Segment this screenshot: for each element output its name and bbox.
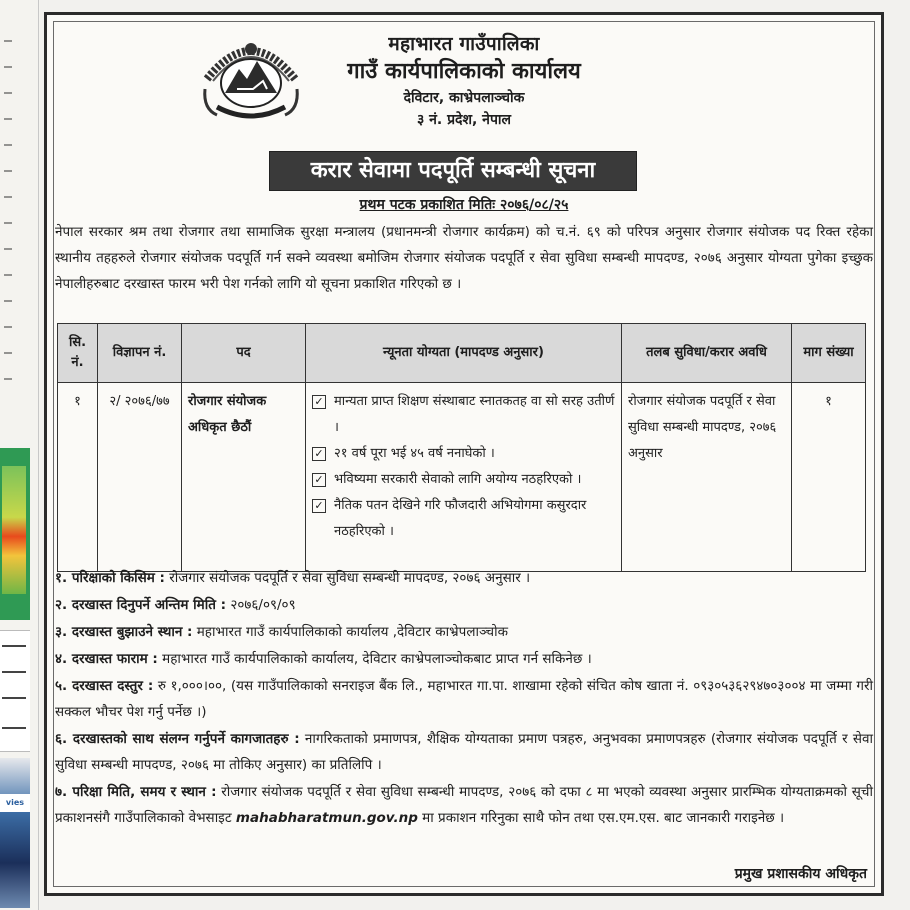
- checkbox-checked-icon: ✓: [312, 499, 326, 513]
- col-demand: माग संख्या: [792, 324, 866, 383]
- office-name: महाभारत गाउँपालिका: [388, 33, 540, 55]
- signature-title: प्रमुख प्रशासकीय अधिकृत: [734, 866, 867, 882]
- adjacent-ad-green: [0, 448, 30, 620]
- notice-title: करार सेवामा पदपूर्ति सम्बन्धी सूचना: [269, 151, 637, 191]
- intro-paragraph: नेपाल सरकार श्रम तथा रोजगार तथा सामाजिक सुरक्षा मन्त्रालय (प्रधानमन्त्री रोजगार कार्यक्रम) को च.नं. ६९ को परिपत्र अनुसार रोजगार संयोजक पद रिक्त रहेका स्थानीय तहहरुले रोजगार संयोजक पदपूर्ति गर्न सक्ने व्यवस्था बमोजिम रोजगार संयोजक पदपूर्ति र सेवा सुविधा सम्बन्धी मापदण्ड, २०७६ अनुसार योग्यता पुगेका इच्छुक नेपालीहरुबाट दरखास्त फारम भरी पेश गर्नको लागि यो सूचना प्रकाशित गरिएको छ ।: [55, 224, 873, 292]
- cell-ad-no: २/ २०७६/७७: [98, 383, 182, 572]
- office-header: [47, 31, 881, 131]
- adjacent-ad-label: vies: [0, 794, 30, 812]
- point-application-fee: ५. दरखास्त दस्तुर : रु १,०००।००, (यस गाउँपालिकाको सनराइज बैंक लि., महाभारत गा.पा. शाखामा रहेको संचित कोष खाता नं. ०९३०५३६२९४७०३००४ मा जम्मा गरी सक्कल भौचर पेश गर्नु पर्नेछ ।): [55, 678, 874, 720]
- checkbox-checked-icon: ✓: [312, 447, 326, 461]
- col-qualification: न्यूनता योग्यता (मापदण्ड अनुसार): [306, 324, 622, 383]
- cell-qualification: [306, 383, 622, 572]
- list-item: [312, 441, 615, 467]
- col-post: पद: [182, 324, 306, 383]
- cell-demand: १: [792, 383, 866, 572]
- qualification-list: [312, 389, 615, 545]
- qualification-text: नैतिक पतन देखिने गरि फौजदारी अभियोगमा कसुरदार नठहरिएको ।: [334, 498, 587, 539]
- point-deadline: २. दरखास्त दिनुपर्ने अन्तिम मिति : २०७६/०९/०९: [55, 597, 296, 613]
- office-executive: गाउँ कार्यपालिकाको कार्यालय: [347, 59, 581, 84]
- cell-post: रोजगार संयोजक अधिकृत छैठौं: [182, 383, 306, 572]
- col-serial: सि. नं.: [58, 324, 98, 383]
- table-header-row: [58, 324, 866, 383]
- cell-salary: रोजगार संयोजक पदपूर्ति र सेवा सुविधा सम्बन्धी मापदण्ड, २०७६ अनुसार: [622, 383, 792, 572]
- table-row: [58, 383, 866, 572]
- list-item: [312, 389, 615, 441]
- col-ad-no: विज्ञापन नं.: [98, 324, 182, 383]
- column-divider: [38, 0, 39, 910]
- point-submission-place: ३. दरखास्त बुझाउने स्थान : महाभारत गाउँ कार्यपालिकाको कार्यालय ,देविटार काभ्रेपलाञ्चोक: [55, 624, 508, 640]
- notice-box: [44, 12, 884, 896]
- website-link[interactable]: mahabharatmun.gov.np: [235, 810, 418, 826]
- adjacent-ad-schedule: [0, 630, 30, 752]
- office-province: ३ नं. प्रदेश, नेपाल: [416, 112, 512, 128]
- checkbox-checked-icon: ✓: [312, 395, 326, 409]
- office-address: देविटार, काभ्रेपलाञ्चोक: [403, 90, 525, 106]
- list-item: [312, 467, 615, 493]
- qualification-text: भविष्यमा सरकारी सेवाको लागि अयोग्य नठहरिएको ।: [334, 472, 582, 487]
- point-application-form: ४. दरखास्त फाराम : महाभारत गाउँ कार्यपालिकाको कार्यालय, देविटार काभ्रेपलाञ्चोकबाट प्राप्त गर्न सकिनेछ ।: [55, 651, 592, 667]
- vacancy-table: [57, 323, 866, 572]
- col-salary: तलब सुविधा/करार अवधि: [622, 324, 792, 383]
- point-documents: ६. दरखास्तको साथ संलग्न गर्नुपर्ने कागजातहरु : नागरिकताको प्रमाणपत्र, शैक्षिक योग्यताका प्रमाण पत्रहरु, अनुभवका प्रमाणपत्रहरु (रोजगार संयोजक पदपूर्ति र सेवा सुविधा सम्बन्धी मापदण्ड, २०७६ मा तोकिए अनुसार) का प्रतिलिपि ।: [55, 731, 873, 773]
- point-exam-schedule: ७. परिक्षा मिति, समय र स्थान : रोजगार संयोजक पदपूर्ति र सेवा सुविधा सम्बन्धी मापदण्ड, २०७६ को दफा ८ मा भएको व्यवस्था अनुसार प्रारम्भिक योग्यताक्रमको सूची प्रकाशनसंगै गाउँपालिकाको वेभसाइट mahabharatmun.gov.np मा प्रकाशन गरिनुका साथै फोन तथा एस.एम.एस. बाट जानकारी गराइनेछ ।: [55, 784, 873, 826]
- list-item: [312, 493, 615, 545]
- publish-date: प्रथम पटक प्रकाशित मितिः २०७६/०८/२५: [359, 197, 569, 213]
- checkbox-checked-icon: ✓: [312, 473, 326, 487]
- qualification-text: २१ वर्ष पूरा भई ४५ वर्ष ननाघेको ।: [334, 446, 495, 461]
- qualification-text: मान्यता प्राप्त शिक्षण संस्थाबाट स्नातकतह वा सो सरह उतीर्ण ।: [334, 394, 615, 435]
- notice-points: [55, 565, 873, 832]
- adjacent-column: [0, 0, 40, 910]
- point-exam-type: १. परिक्षाको किसिम : रोजगार संयोजक पदपूर्ति र सेवा सुविधा सम्बन्धी मापदण्ड, २०७६ अनुसार ।: [55, 570, 531, 586]
- adjacent-ad-movies: [0, 758, 30, 908]
- cell-serial: १: [58, 383, 98, 572]
- adjacent-text: [4, 40, 12, 400]
